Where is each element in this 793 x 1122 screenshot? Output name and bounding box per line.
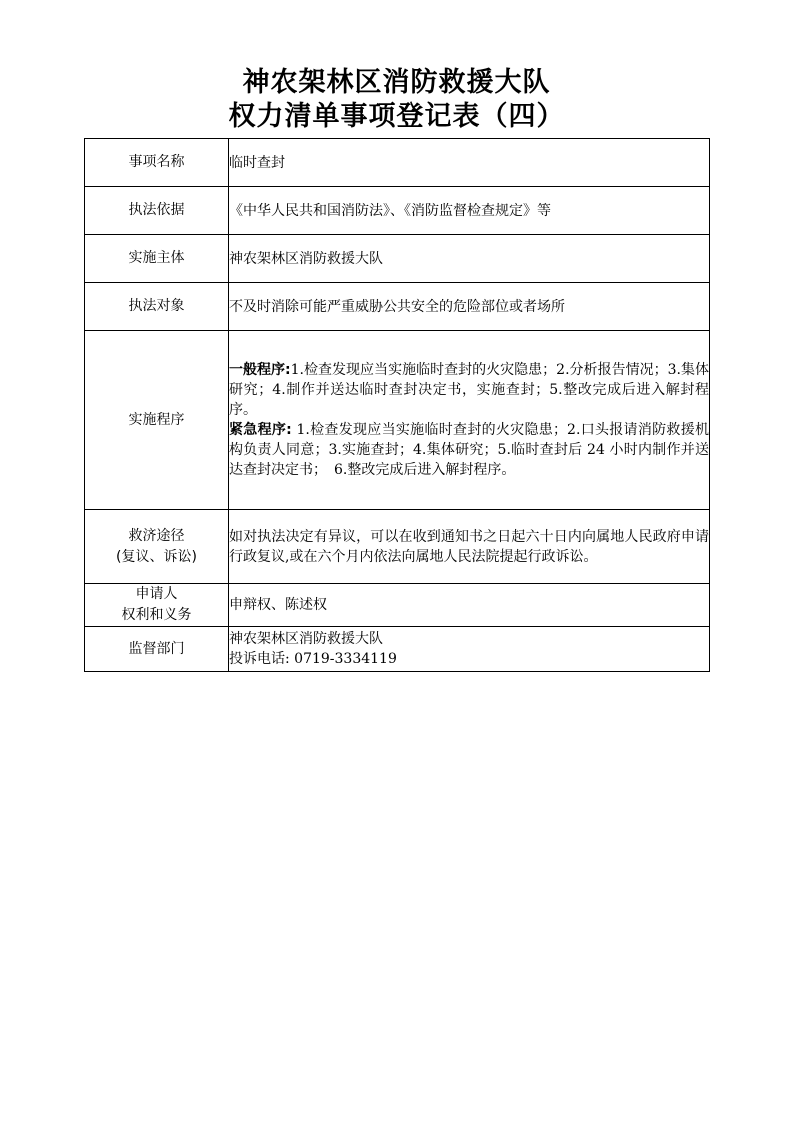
general-procedure [229, 360, 709, 420]
item-name-value: 临时查封 [229, 139, 710, 187]
basis-label: 执法依据 [85, 187, 229, 235]
general-procedure-title: 一般程序: [229, 362, 291, 378]
item-name-label: 事项名称 [85, 139, 229, 187]
urgent-procedure-text: 1.检查发现应当实施临时查封的火灾隐患；2.口头报请消防救援机构负责人同意；3.实施查封；4.集体研究；5.临时查封后 24 小时内制作并送达查封决定书； 6.整改完成后进入解封程序。 [229, 422, 709, 478]
remedy-label [85, 510, 229, 584]
rights-label-line2: 权利和义务 [121, 607, 192, 623]
supervision-value [229, 627, 710, 672]
row-rights [85, 584, 710, 627]
remedy-label-line2: (复议、诉讼) [116, 548, 197, 565]
object-label: 执法对象 [85, 283, 229, 331]
rights-value: 申辩权、陈述权 [229, 584, 710, 627]
urgent-procedure [229, 420, 709, 480]
subject-value: 神农架林区消防救援大队 [229, 235, 710, 283]
complaint-phone: 投诉电话: 0719-3334119 [229, 651, 397, 667]
registration-table [84, 138, 710, 672]
rights-label-line1: 申请人 [135, 586, 178, 602]
document-title-line2: 权力清单事项登记表（四） [228, 101, 565, 132]
remedy-label-line1: 救济途径 [128, 527, 185, 544]
rights-label [85, 584, 229, 627]
procedure-value [229, 331, 710, 510]
row-object [85, 283, 710, 331]
row-supervision [85, 627, 710, 672]
subject-label: 实施主体 [85, 235, 229, 283]
row-procedure [85, 331, 710, 510]
document-title-line1: 神农架林区消防救援大队 [242, 67, 551, 98]
urgent-procedure-title: 紧急程序: [229, 422, 292, 438]
row-item-name [85, 139, 710, 187]
object-value: 不及时消除可能严重威胁公共安全的危险部位或者场所 [229, 283, 710, 331]
row-subject [85, 235, 710, 283]
row-remedy [85, 510, 710, 584]
basis-value: 《中华人民共和国消防法》、《消防监督检查规定》等 [229, 187, 710, 235]
supervision-department: 神农架林区消防救援大队 [229, 631, 383, 647]
remedy-value: 如对执法决定有异议，可以在收到通知书之日起六十日内向属地人民政府申请行政复议,或在六个月内依法向属地人民法院提起行政诉讼。 [229, 510, 710, 584]
general-procedure-text: 1.检查发现应当实施临时查封的火灾隐患；2.分析报告情况；3.集体研究；4.制作并送达临时查封决定书，实施查封；5.整改完成后进入解封程序。 [229, 362, 709, 418]
procedure-label: 实施程序 [85, 331, 229, 510]
supervision-label: 监督部门 [85, 627, 229, 672]
row-basis [85, 187, 710, 235]
